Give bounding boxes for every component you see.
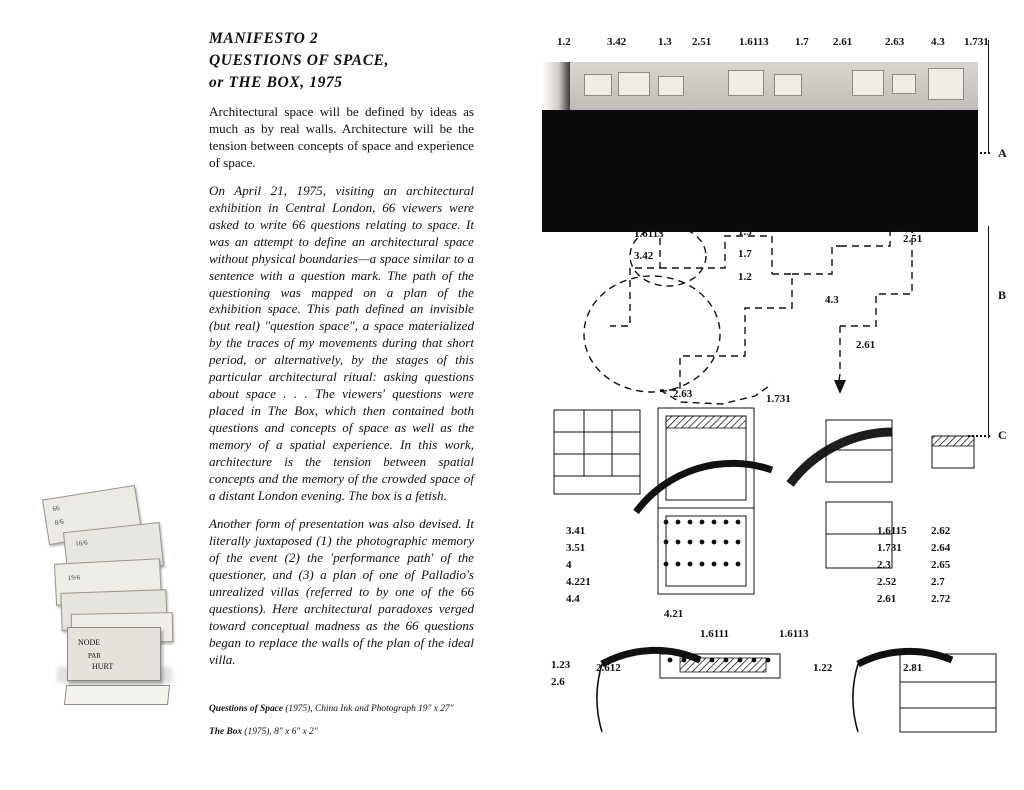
path-segment [838,326,840,386]
audience-head [756,112,788,156]
photo-number: 1.2 [557,36,571,48]
plan-arc-inner [853,664,858,732]
photo-number: 1.3 [658,36,672,48]
audience-head [676,110,708,154]
plan-wall [554,410,640,476]
path-loop [584,276,720,392]
photo-number: 3.42 [607,36,627,48]
plan-number: 2.64 [931,542,951,554]
path-label: 2.63 [673,388,693,400]
figure-captions [209,703,477,748]
path-label: 1.3 [738,226,752,238]
paragraph-1: Architectural space will be defined by ideas as much as by real walls. Architecture will be the tension between concepts of space and experience of space. [209,104,474,170]
bracket-label-a: A [998,146,1007,160]
plan-number: 4.221 [566,576,591,588]
plan-numbers-bottom-left [551,657,570,691]
photo-number: 4.3 [931,36,945,48]
plan-number: 2.61 [877,593,897,605]
audience-head [714,120,748,164]
plan-number: 2.6 [551,676,565,688]
wall-artwork [928,68,964,100]
plan-number-mid: 1.6111 [700,628,730,640]
bracket-a-dots [976,152,990,154]
path-segment [660,274,792,390]
card-handwriting: 19/6 [67,573,81,583]
wall-artwork [618,72,650,96]
audience-head [796,122,830,166]
card-handwriting: 66 [51,504,61,514]
paragraph-3: Another form of presentation was also devised. It literally juxtaposed (1) the photographic memory of the event (2) the 'performance path' of the questioner, and (3) a plan of one of Palladio's unrealized villas (referred to by one of the 66 questions). Here architectural paradoxes verged toward conceptual madness as the 66 questions began to replace the walls of the plan of the ideal villa. [209,515,474,667]
plan-numbers-right-2 [931,523,950,608]
plan-number: 2.52 [877,576,897,588]
wall-artwork [852,70,884,96]
caption-2-title: The Box [209,726,243,737]
caption-questions-of-space [209,703,477,717]
plan-number-bottom: 2.612 [596,662,621,674]
path-label: 3.42 [634,250,654,262]
paragraph-2: On April 21, 1975, visiting an architectural exhibition in Central London, 66 viewers were asked to write 66 questions relating to space. It was an attempt to define an architectural space without physical boundaries—a space similar to a sentence with a question mark. The path of the questioning was mapped on a plan of the exhibition space. This path defined an invisible (but real) "question space", a space materialized by the traces of my movements during that short period, or alternatively, by the stages of this particular architectural ritual: asking questions about space . . . The viewers' questions were placed in The Box, which then contained both questions and concepts of space as well as the memory of a spatial experience. In this work, architecture is the tension between spatial concepts and the memory of the crowded space of a distant London evening. The box is a fetish. [209,182,474,503]
plan-number: 1.6115 [877,525,907,537]
audience-head [878,120,912,164]
plan-arc-inner [597,664,602,732]
box-handwriting-hurt: HURT [92,662,114,671]
plan-number: 1.23 [551,659,571,671]
plan-number: 2.65 [931,559,951,571]
caption-1-title: Questions of Space [209,704,283,714]
plan-number: 2.3 [877,559,891,571]
box-handwriting-par: PAR [88,652,101,660]
the-box-photograph [27,487,192,747]
plan-numbers-left [566,523,591,608]
title-line-1: MANIFESTO 2 [209,30,319,47]
path-label: 1.6113 [634,228,664,240]
plan-wall [554,476,640,494]
photo-number-row [540,36,989,52]
caption-the-box [209,726,477,740]
photo-number: 2.61 [833,36,853,48]
card-handwriting: 8/6 [54,517,65,527]
wall-artwork [774,74,802,96]
plan-number: 2.62 [931,525,951,537]
wall-artwork [892,74,916,94]
plan-hatched-step [680,658,766,672]
wall-artwork [728,70,764,96]
path-segment [840,230,912,260]
plan-number: 4.4 [566,593,580,605]
plan-hatched-step [666,416,746,428]
plan-number: 2.7 [931,576,945,588]
plan-number-bottom: 1.22 [813,662,833,674]
path-label: 4.3 [825,294,839,306]
article-text-column [209,28,474,680]
plan-number: 1.731 [877,542,902,554]
exhibition-photograph [542,62,978,232]
bracket-label-c: C [998,428,1007,442]
caption-2-detail: (1975), 8" x 6" x 2" [242,726,318,737]
plan-number: 4 [566,559,572,571]
plan-number: 2.72 [931,593,951,605]
plan-number: 3.51 [566,542,586,554]
plan-numbers-right-1 [877,523,907,608]
caption-1-detail: (1975), China Ink and Photograph 19" x 27" [282,704,454,714]
bracket-label-b: B [998,288,1007,302]
plan-number-bottom: 2.81 [903,662,923,674]
path-segment [792,246,840,274]
photo-number: 1.731 [964,36,989,48]
card-handwriting: 16/6 [74,538,89,548]
path-label: 2.61 [856,339,876,351]
bracket-a-line [988,40,989,152]
plan-hatched-step [932,436,974,446]
audience-head [920,110,956,158]
box-lid [64,685,170,705]
plan-number: 3.41 [566,525,586,537]
audience-head [598,116,628,156]
path-label: 2.51 [903,233,923,245]
photo-number: 1.7 [795,36,809,48]
audience-head [634,122,668,166]
path-label: 1.7 [738,248,752,260]
page-title [209,28,474,94]
photo-number: 2.51 [692,36,712,48]
audience-head [560,128,594,172]
path-label: 1.2 [738,271,752,283]
title-line-2: QUESTIONS OF SPACE, [209,52,390,69]
plan-arc-colonnade [636,463,772,512]
photo-number: 1.6113 [739,36,769,48]
path-segment [840,260,912,326]
plan-arc-colonnade [790,432,892,484]
path-label: 1.731 [766,393,791,405]
plan-number-center: 4.21 [664,608,684,620]
audience-head [838,114,870,160]
wall-artwork [584,74,612,96]
box-handwriting-node: NODE [78,638,101,647]
wall-artwork [658,76,684,96]
path-segment [660,236,772,274]
title-line-3: or THE BOX, 1975 [209,74,343,91]
plan-number-mid: 1.6113 [779,628,809,640]
photo-number: 2.63 [885,36,905,48]
box-body [67,627,161,681]
